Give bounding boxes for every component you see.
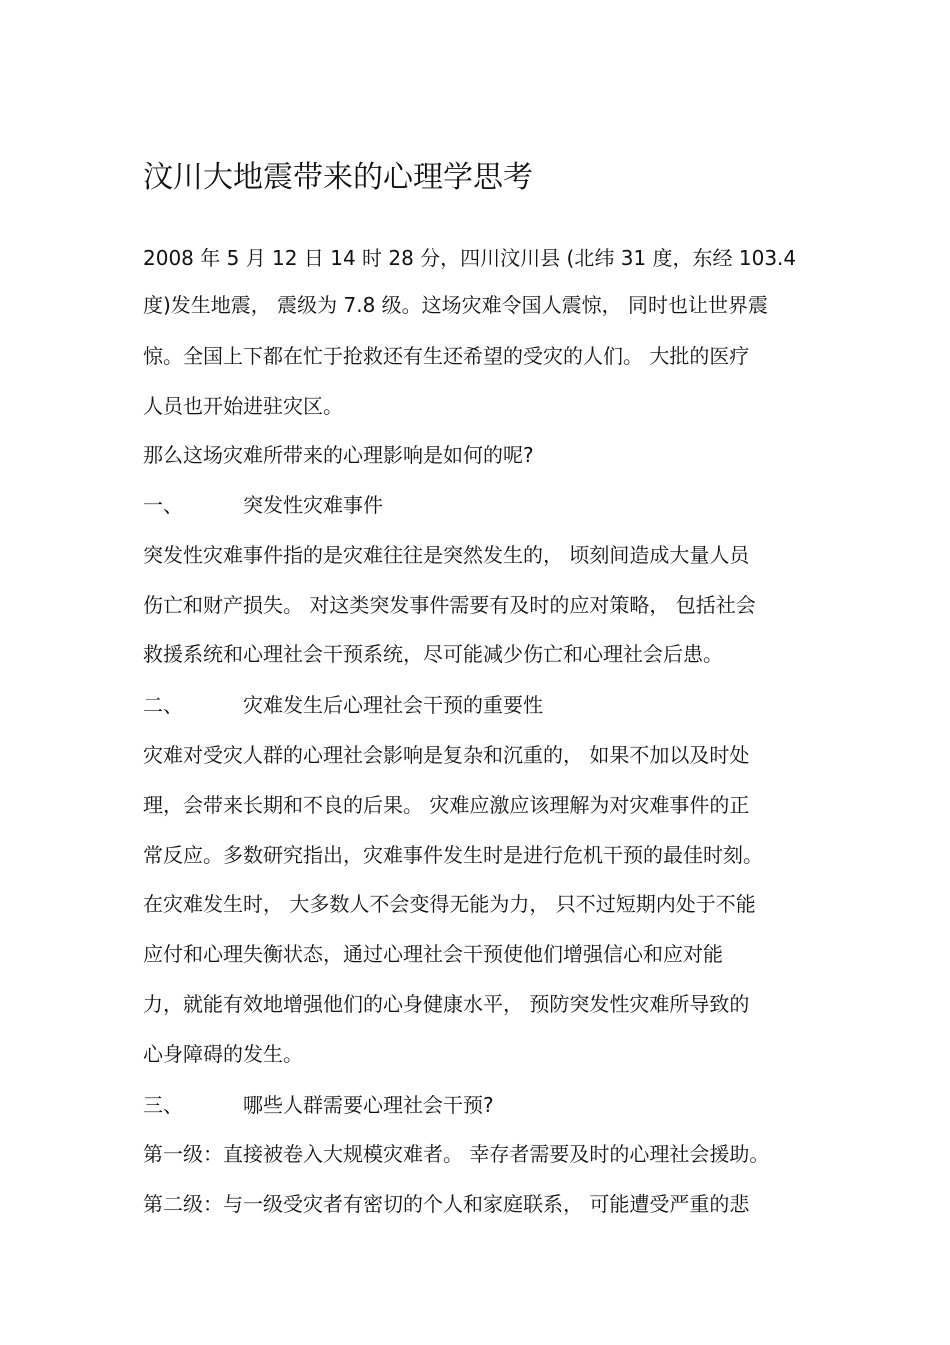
- section-2-line-3: 常反应。多数研究指出，灾难事件发生时是进行危机干预的最佳时刻。: [143, 843, 763, 867]
- intro-line-1: 2008 年 5 月 12 日 14 时 28 分，四川汶川县 (北纬 31 度，东经 103.4: [143, 246, 797, 270]
- intro-line-2: 度)发生地震， 震级为 7.8 级。这场灾难令国人震惊， 同时也让世界震: [143, 293, 769, 317]
- section-2-line-6: 力，就能有效地增强他们的心身健康水平， 预防突发性灾难所导致的: [143, 992, 750, 1016]
- section-heading-2: [143, 691, 543, 719]
- intro-line-4: 人员也开始进驻灾区。: [143, 394, 343, 418]
- section-3-line-1: 第一级：直接被卷入大规模灾难者。 幸存者需要及时的心理社会援助。: [143, 1142, 770, 1166]
- section-1-line-2: 伤亡和财产损失。 对这类突发事件需要有及时的应对策略， 包括社会: [143, 593, 756, 617]
- section-3-line-2: 第二级：与一级受灾者有密切的个人和家庭联系， 可能遭受严重的悲: [143, 1192, 750, 1216]
- document-title: 汶川大地震带来的心理学思考: [143, 160, 533, 195]
- section-number-3: 三、: [143, 1093, 183, 1117]
- section-heading-1: [143, 491, 383, 519]
- section-2-line-5: 应付和心理失衡状态，通过心理社会干预使他们增强信心和应对能: [143, 942, 723, 966]
- section-title-2: 灾难发生后心理社会干预的重要性: [243, 693, 543, 717]
- section-number-2: 二、: [143, 693, 183, 717]
- section-2-line-1: 灾难对受灾人群的心理社会影响是复杂和沉重的， 如果不加以及时处: [143, 743, 750, 767]
- section-2-line-7: 心身障碍的发生。: [143, 1042, 303, 1066]
- question-line: 那么这场灾难所带来的心理影响是如何的呢?: [143, 443, 534, 467]
- section-1-line-3: 救援系统和心理社会干预系统，尽可能减少伤亡和心理社会后患。: [143, 642, 723, 666]
- section-title-3: 哪些人群需要心理社会干预?: [243, 1093, 494, 1117]
- section-number-1: 一、: [143, 493, 183, 517]
- section-2-line-2: 理，会带来长期和不良的后果。 灾难应激应该理解为对灾难事件的正: [143, 793, 750, 817]
- section-heading-3: [143, 1091, 494, 1119]
- section-title-1: 突发性灾难事件: [243, 493, 383, 517]
- intro-line-3: 惊。全国上下都在忙于抢救还有生还希望的受灾的人们。 大批的医疗: [143, 344, 750, 368]
- section-1-line-1: 突发性灾难事件指的是灾难往往是突然发生的， 顷刻间造成大量人员: [143, 543, 750, 567]
- section-2-line-4: 在灾难发生时， 大多数人不会变得无能为力， 只不过短期内处于不能: [143, 892, 756, 916]
